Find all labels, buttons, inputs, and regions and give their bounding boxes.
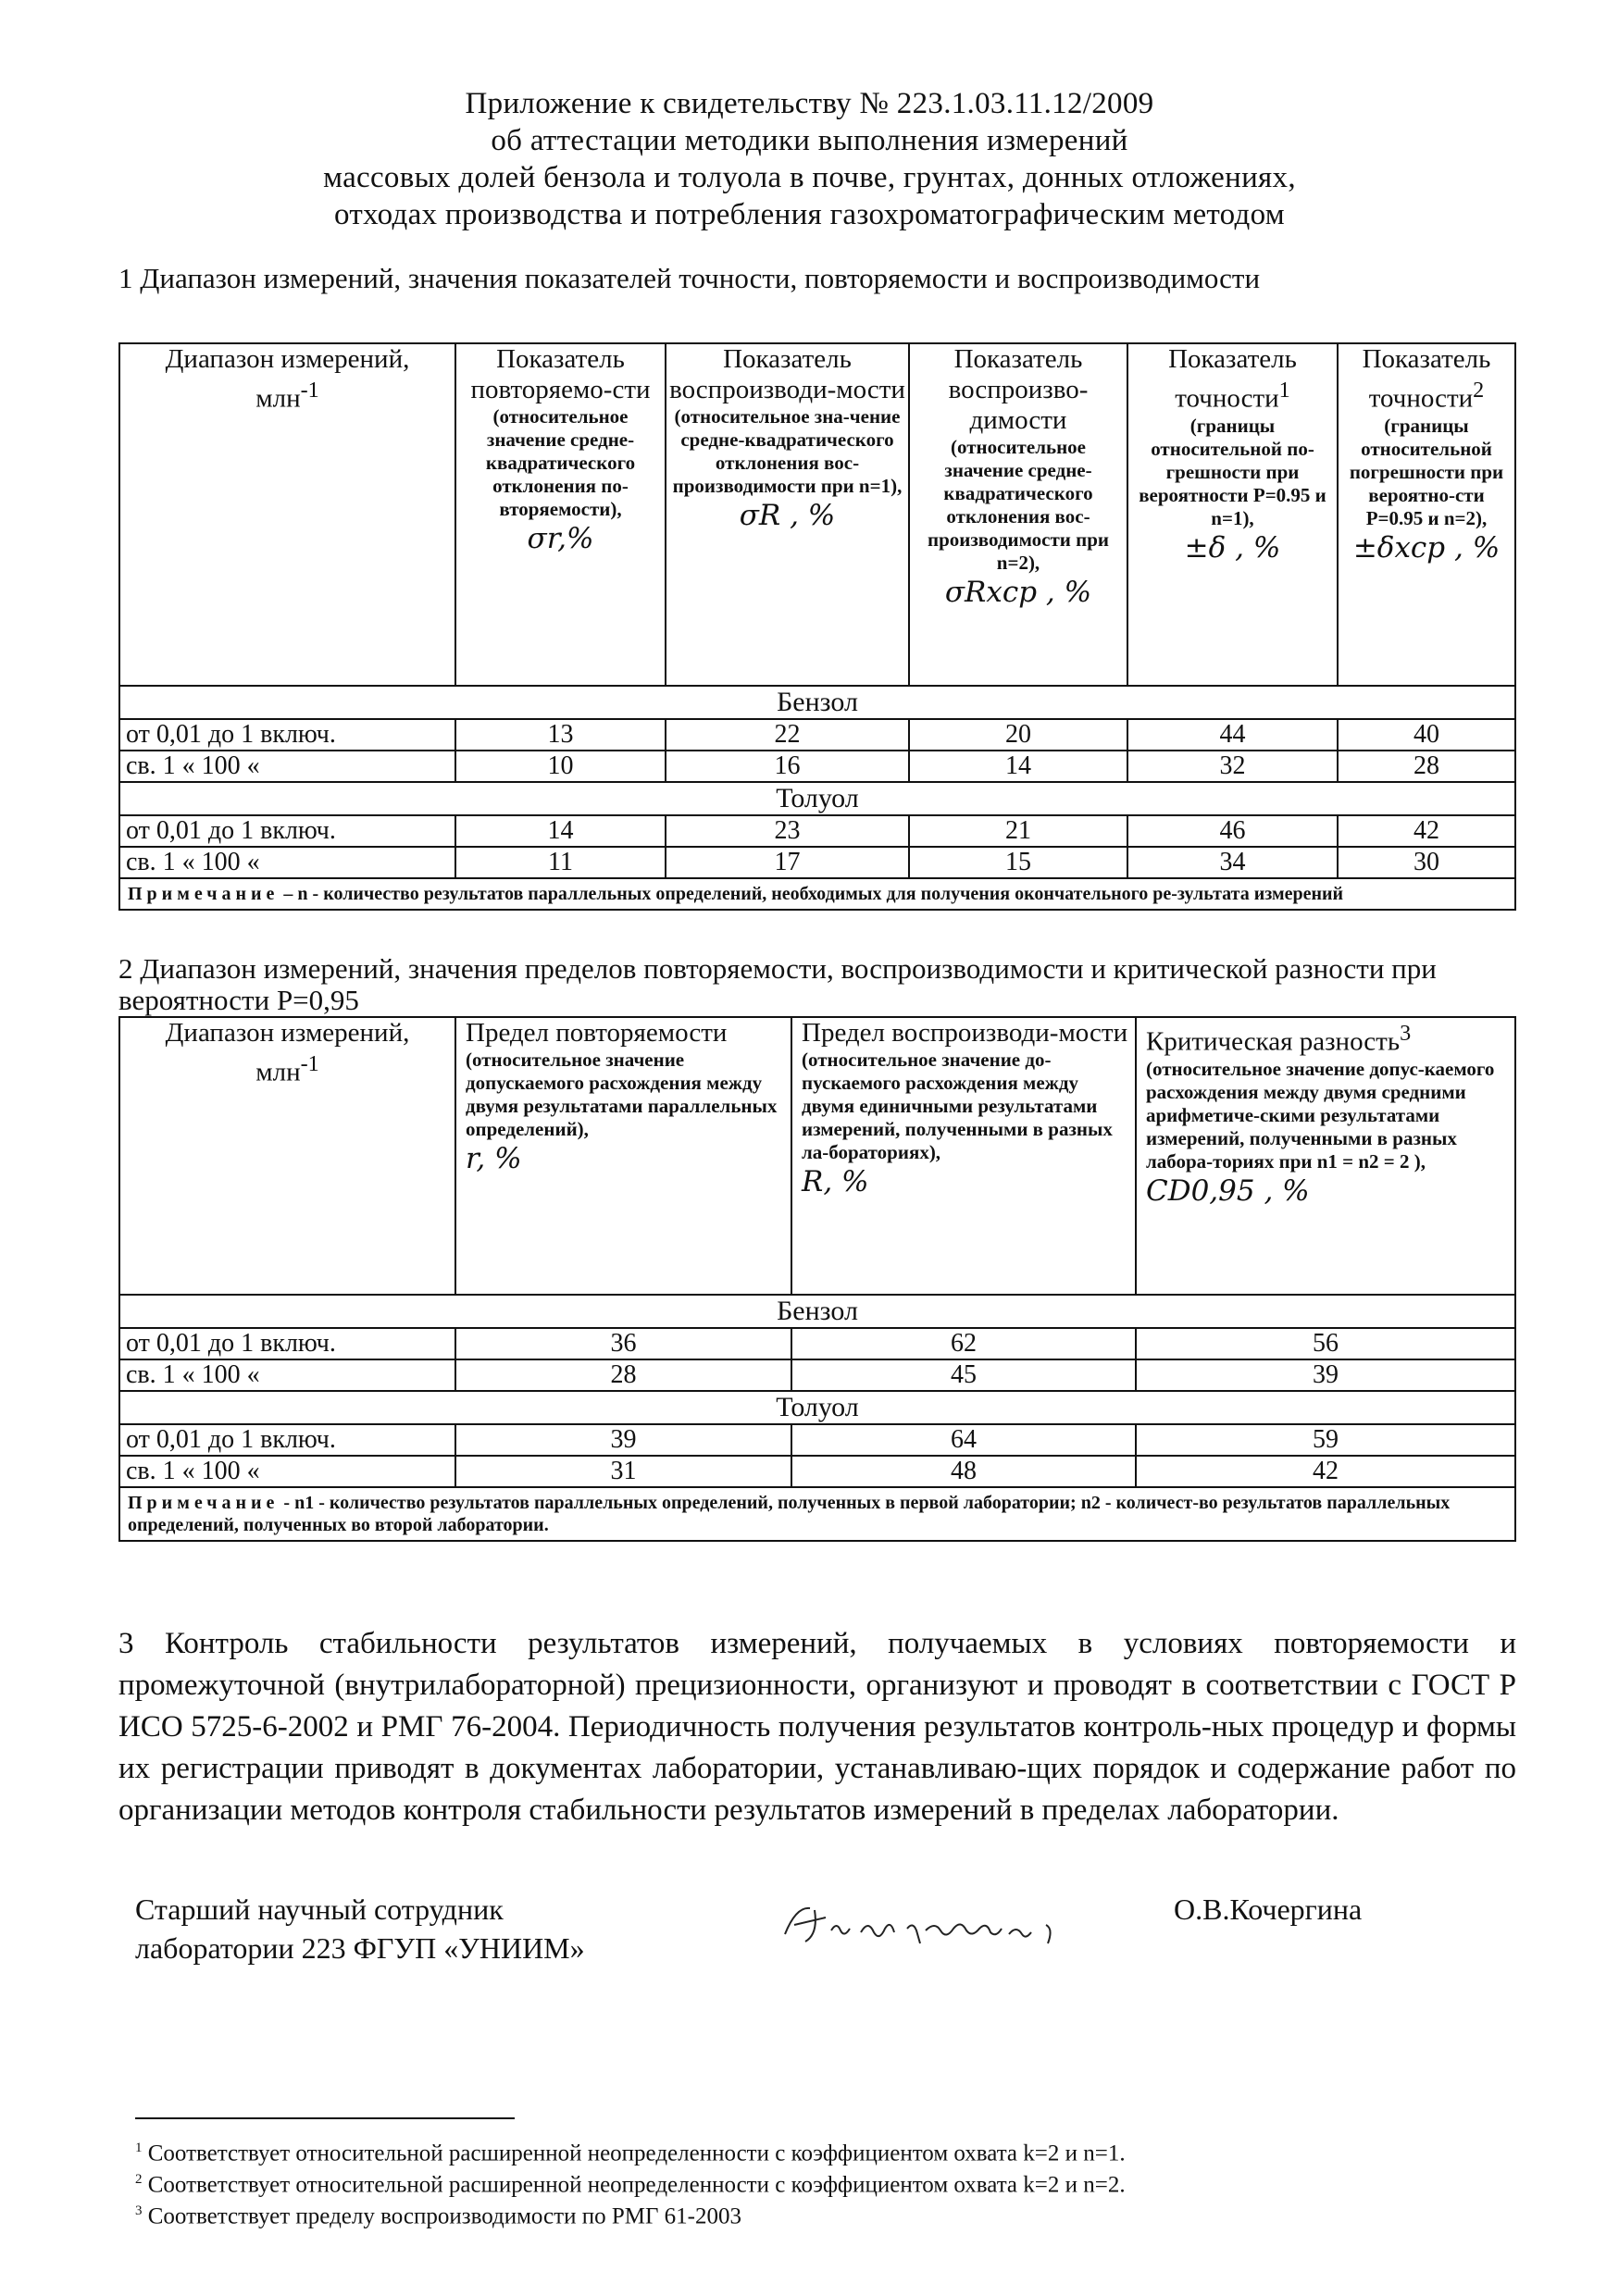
table-row: св. 1 « 100 « 28 45 39: [119, 1359, 1515, 1391]
table-row: от 0,01 до 1 включ. 14 23 21 46 42: [119, 815, 1515, 847]
note-text: – n - количество результатов параллельных определений, необходимых для получения окончательного ре-зультата измерений: [279, 884, 1344, 904]
col-header-range: Диапазон измерений, млн$^{-1}$: [119, 1017, 455, 1295]
note-text: - n1 - количество результатов параллельных определений, полученных в первой лаборатории; n2 - количест-во результатов параллельных определений, полученных во второй лаборатории.: [128, 1493, 1451, 1535]
handwritten-signature: [778, 1897, 1083, 1962]
table-note-row: [119, 1487, 1515, 1541]
note-label: Примечание: [128, 1493, 280, 1513]
limits-table: [118, 1016, 1516, 1542]
header-line-4: отходах производства и потребления газохроматографическим методом: [334, 198, 1285, 231]
col-header-reproducibility-n1: Показатель воспроизводи-мости (относительное зна-чение средне-квадратического отклонения вос-производимости при n=1), σR , %: [666, 343, 909, 686]
table-row: св. 1 « 100 « 11 17 15 34 30: [119, 847, 1515, 878]
footnote-divider: [135, 2117, 515, 2119]
section-1-title: 1 Диапазон измерений, значения показателей точности, повторяемости и воспроизводимости: [118, 262, 1261, 294]
col-header-repeatability-limit: Предел повторяемости (относительное значение допускаемого расхождения между двумя результатами параллельных определений), r, %: [455, 1017, 791, 1295]
footnote-2: $^2$ Соответствует относительной расширенной неопределенности с коэффициентом охвата k=2 и n=2.: [135, 2172, 1126, 2198]
group-row-benzene: Бензол: [119, 686, 1515, 719]
position-line-2: лаборатории 223 ФГУП «УНИИМ»: [135, 1931, 585, 1965]
table-note-row: [119, 878, 1515, 910]
col-header-repeatability: Показатель повторяемо-сти (относительное значение средне-квадратического отклонения по-вторяемости), σr,%: [455, 343, 666, 686]
table-row: от 0,01 до 1 включ. 36 62 56: [119, 1328, 1515, 1359]
footnote-3: $^3$ Соответствует пределу воспроизводимости по РМГ 61-2003: [135, 2203, 741, 2229]
col-header-accuracy-n2: Показатель точности$^2$ (границы относительной погрешности при вероятно-сти P=0.95 и n=2), ±δxср , %: [1338, 343, 1515, 686]
col-header-accuracy-n1: Показатель точности$^1$ (границы относительной по-грешности при вероятности P=0.95 и n=1), ±δ , %: [1127, 343, 1338, 686]
col-header-critical-difference: Критическая разность$^3$ (относительное значение допус-каемого расхождения между двумя средними арифметиче-скими результатами измерений, полученными в разных лабора-ториях при n1 = n2 = 2 ), CD0,95 , %: [1136, 1017, 1515, 1295]
document-header: [185, 85, 1434, 233]
group-row-benzene: Бензол: [119, 1295, 1515, 1328]
group-row-toluene: Толуол: [119, 782, 1515, 815]
col-header-reproducibility-limit: Предел воспроизводи-мости (относительное значение до-пускаемого расхождения между двумя единичными результатами измерений, полученными в разных ла-бораториях), R, %: [791, 1017, 1136, 1295]
table-row: св. 1 « 100 « 31 48 42: [119, 1456, 1515, 1487]
col-header-reproducibility-n2: Показатель воспроизво-димости (относительное значение средне-квадратического отклонения вос-производимости при n=2), σRxср , %: [909, 343, 1127, 686]
note-label: Примечание: [128, 884, 280, 904]
position-line-1: Старший научный сотрудник: [135, 1893, 504, 1926]
group-row-toluene: Толуол: [119, 1391, 1515, 1424]
header-line-1: Приложение к свидетельству № 223.1.03.11.12/2009: [465, 87, 1154, 120]
table-header-row: [119, 1017, 1515, 1295]
header-line-2: об аттестации методики выполнения измерений: [491, 124, 1128, 157]
signatory-name: О.В.Кочергина: [1174, 1893, 1363, 1926]
table-row: св. 1 « 100 « 10 16 14 32 28: [119, 751, 1515, 782]
footnote-1: $^1$ Соответствует относительной расширенной неопределенности с коэффициентом охвата k=2 и n=1.: [135, 2141, 1126, 2166]
table-header-row: [119, 343, 1515, 686]
table-row: от 0,01 до 1 включ. 13 22 20 44 40: [119, 719, 1515, 751]
signatory-position: [135, 1890, 585, 1967]
accuracy-table: [118, 342, 1516, 911]
col-header-range: Диапазон измерений, млн$^{-1}$: [119, 343, 455, 686]
header-line-3: массовых долей бензола и толуола в почве, грунтах, донных отложениях,: [323, 161, 1296, 194]
section-2-title: 2 Диапазон измерений, значения пределов повторяемости, воспроизводимости и критической разности при вероятности P=0,95: [118, 952, 1437, 1016]
section-3-paragraph: 3 Контроль стабильности результатов измерений, получаемых в условиях повторяемости и промежуточной (внутрилабораторной) прецизионности, организуют и проводят в соответствии с ГОСТ Р ИСО 5725-6-2002 и РМГ 76-2004. Периодичность получения результатов контроль-ных процедур и формы их регистрации приводят в документах лаборатории, устанавливаю-щих порядок и содержание работ по организации методов контроля стабильности результатов измерений в пределах лаборатории.: [118, 1627, 1516, 1827]
table-row: от 0,01 до 1 включ. 39 64 59: [119, 1424, 1515, 1456]
